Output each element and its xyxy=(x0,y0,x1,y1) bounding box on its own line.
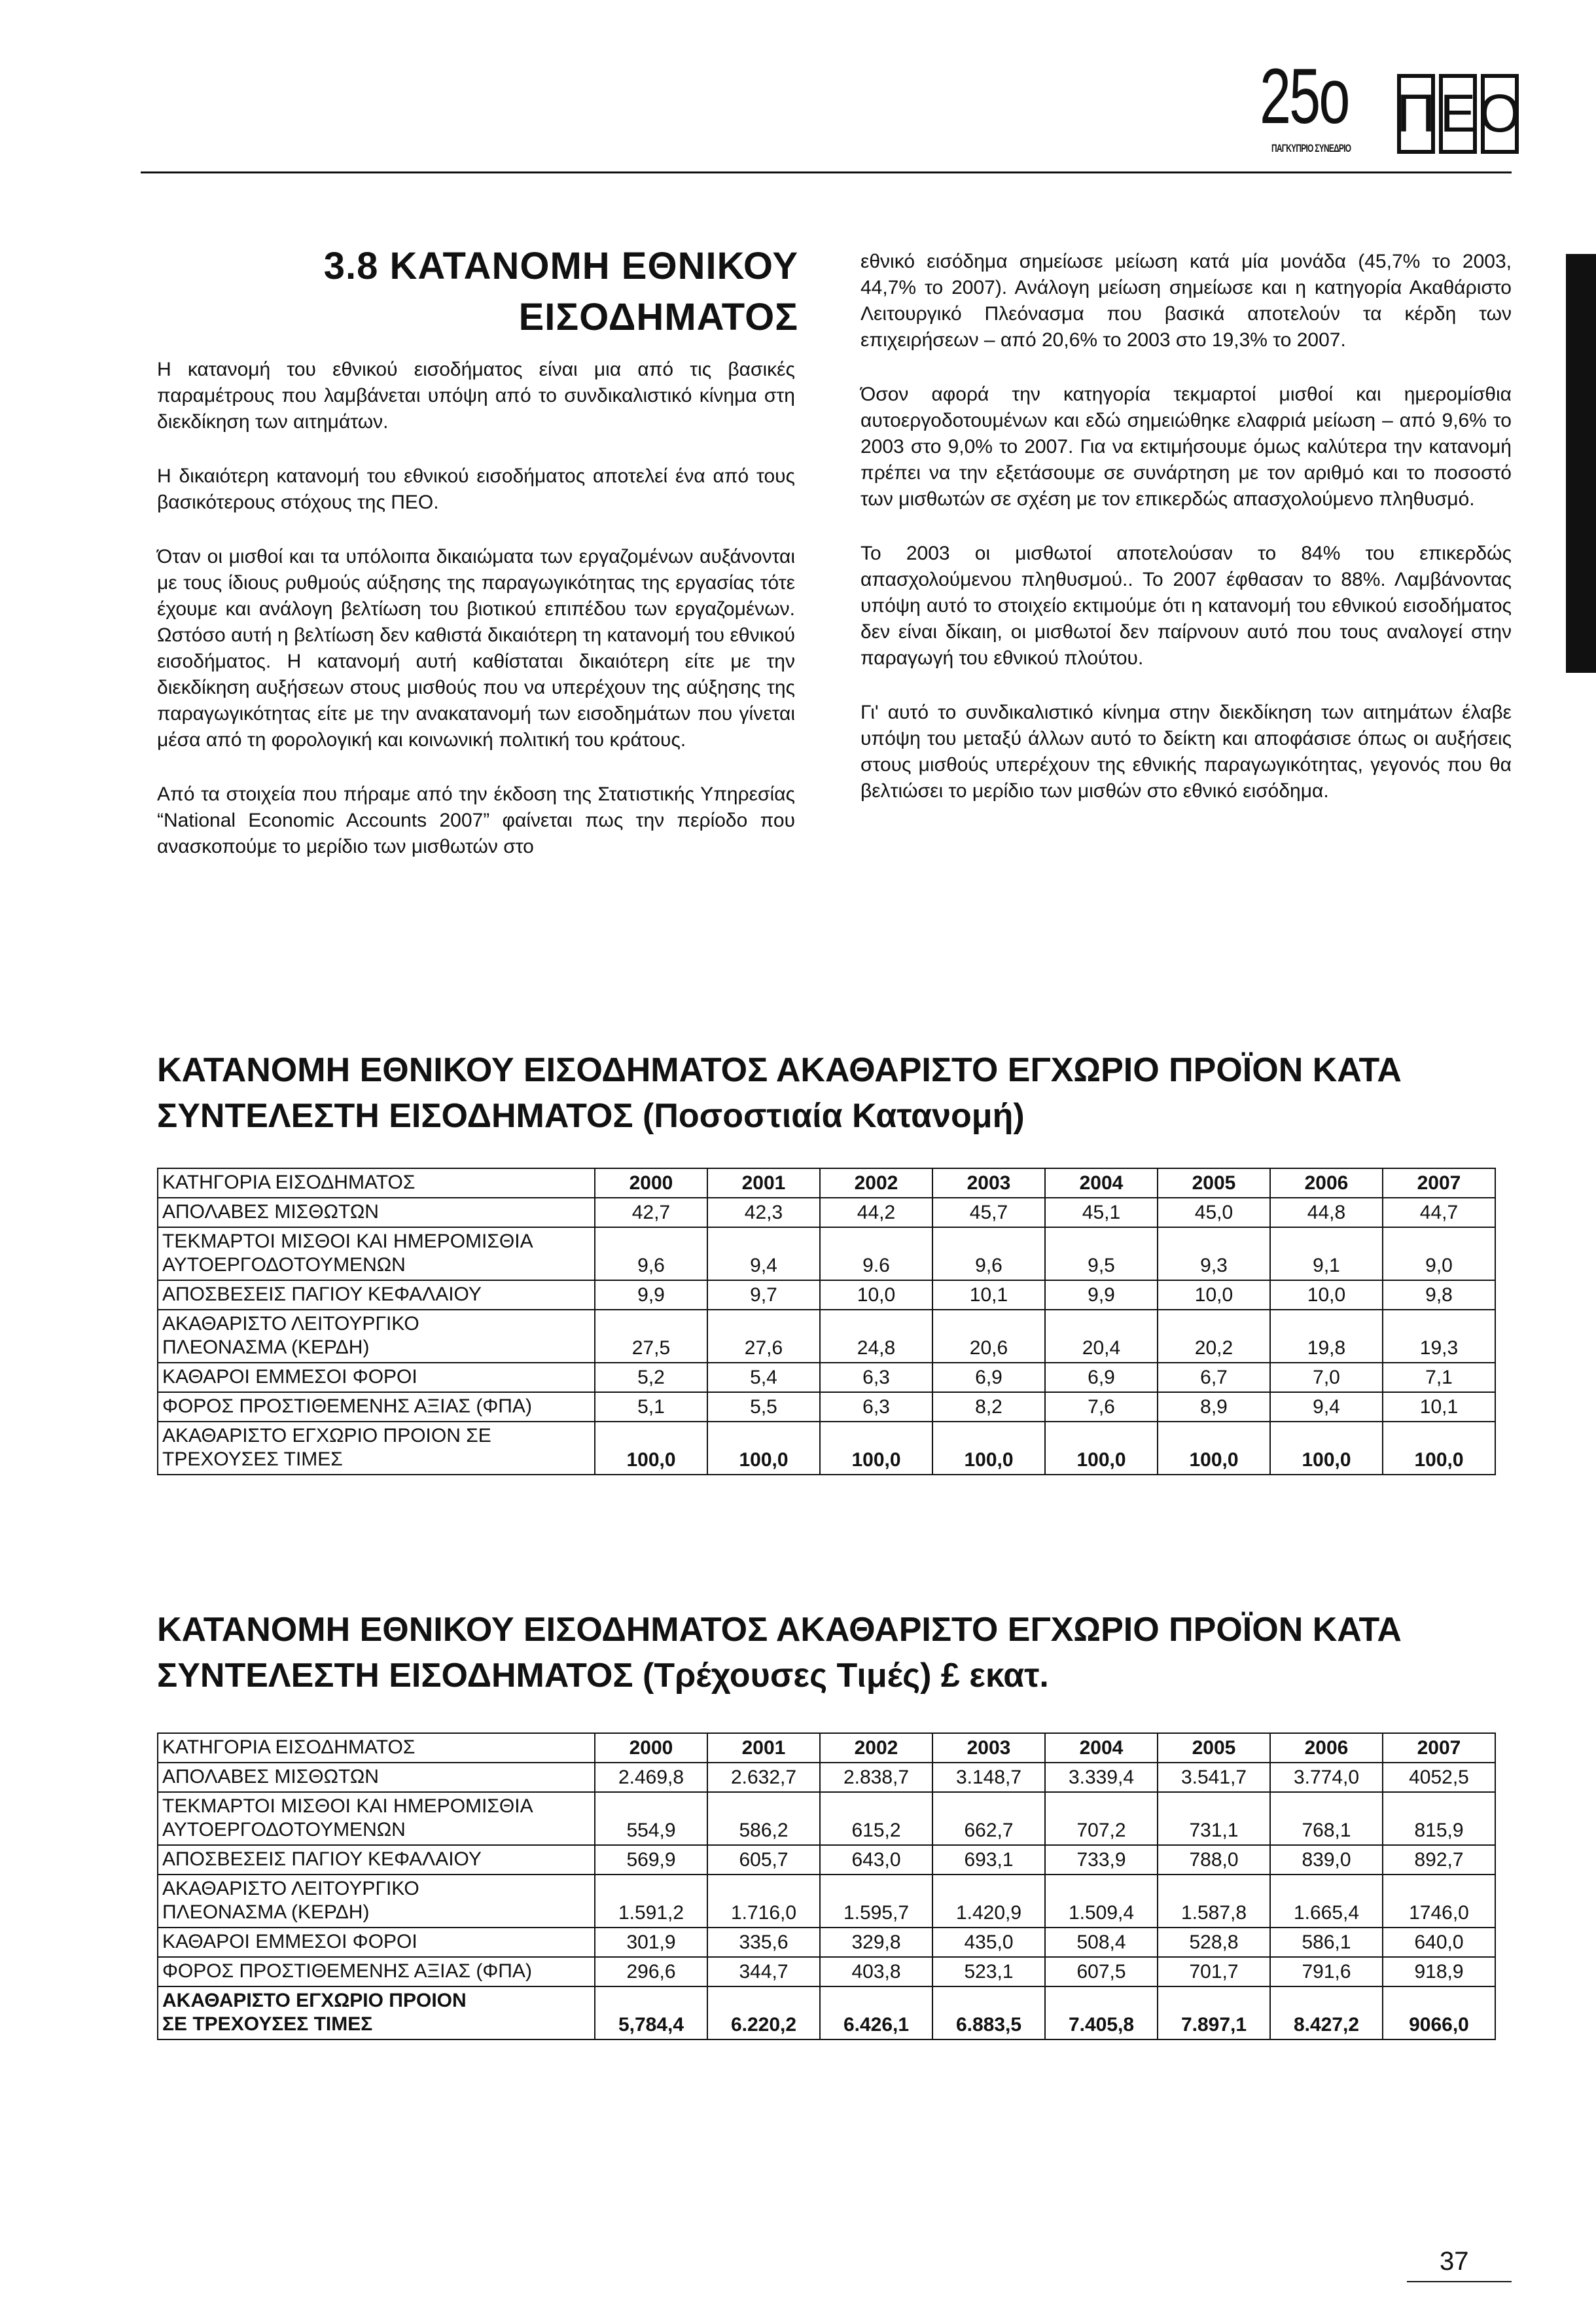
column-header-category: ΚΑΤΗΓΟΡΙΑ ΕΙΣΟΔΗΜΑΤΟΣ xyxy=(158,1733,595,1763)
table-row xyxy=(158,1198,1495,1227)
table-cell-value: 6.883,5 xyxy=(932,1986,1045,2039)
table-cell-value: 6.220,2 xyxy=(707,1986,820,2039)
row-category-label-line: ΤΕΚΜΑΡΤΟΙ ΜΙΣΘΟΙ ΚΑΙ ΗΜΕΡΟΜΙΣΘΙΑ xyxy=(162,1230,533,1252)
table-cell-value: 7,1 xyxy=(1383,1363,1495,1392)
table-cell-value: 100,0 xyxy=(1383,1422,1495,1475)
table-cell-value: 100,0 xyxy=(820,1422,932,1475)
table-cell-value: 9,8 xyxy=(1383,1280,1495,1310)
row-category-label-line: ΤΡΕΧΟΥΣΕΣ ΤΙΜΕΣ xyxy=(162,1448,343,1470)
column-header-year: 2002 xyxy=(820,1168,932,1198)
table-cell-value: 100,0 xyxy=(1045,1422,1158,1475)
table-row xyxy=(158,1392,1495,1422)
row-category-label-line: ΣΕ ΤΡΕΧΟΥΣΕΣ ΤΙΜΕΣ xyxy=(162,2013,373,2035)
column-header-year: 2007 xyxy=(1383,1168,1495,1198)
table-cell-value: 42,3 xyxy=(707,1198,820,1227)
table-cell-value: 1.665,4 xyxy=(1270,1875,1383,1928)
table-cell-value: 569,9 xyxy=(595,1845,707,1875)
table-total-row xyxy=(158,1986,1495,2039)
paragraph: Η κατανομή του εθνικού εισοδήματος είναι μια από τις βασικές παραμέτρους που λαμβάνεται υπόψη από το συνδικαλιστικό κίνημα στη διεκδίκηση των αιτημάτων. xyxy=(157,359,795,433)
table-cell-value: 19,8 xyxy=(1270,1310,1383,1363)
table-cell-value: 45,7 xyxy=(932,1198,1045,1227)
table-cell-value: 42,7 xyxy=(595,1198,707,1227)
paragraph: Από τα στοιχεία που πήραμε από την έκδοση της Στατιστικής Υπηρεσίας “National Economic Accounts 2007” φαίνεται πως την περίοδο που ανασκοπούμε το μερίδιο των μισθωτών στο xyxy=(157,783,795,857)
paragraph: Όσον αφορά την κατηγορία τεκμαρτοί μισθοί και ημερομίσθια αυτοεργοδοτουμένων και εδώ σημειώθηκε ελαφριά μείωση – από 9,6% το 2003 στο 9,0% το 2007. Για να εκτιμήσουμε όμως καλύτερα την κατανομή πρέπει να την εξετάσουμε σε συνάρτηση με τον αριθμό και το ποσοστό των μισθωτών σε σχέση με τον επικερδώς απασχολούμενο πληθυσμό. xyxy=(860,384,1512,510)
row-category-label xyxy=(158,1763,595,1792)
table-row xyxy=(158,1845,1495,1875)
table-cell-value: 100,0 xyxy=(1158,1422,1270,1475)
paragraph: Όταν οι μισθοί και τα υπόλοιπα δικαιώματα των εργαζομένων αυξάνονται με τους ίδιους ρυθμούς αύξησης της παραγωγικότητας της εργασίας τότε έχουμε και ανάλογη βελτίωση του βιοτικού επιπέδου των εργαζομένων. Ωστόσο αυτή η βελτίωση δεν καθιστά δικαιότερη τη κατανομή του εθνικού εισοδήματος. Η κατανομή αυτή καθίσταται δικαιότερη είτε με την διεκδίκηση αυξήσεων στους μισθούς που να υπερέχουν της αύξησης της παραγωγικότητας είτε με την ανακατανομή των εισοδημάτων που γίνεται μέσα από τη φορολογική και κοινωνική πολιτική του κράτους. xyxy=(157,546,795,751)
table-cell-value: 707,2 xyxy=(1045,1792,1158,1845)
logo-letter-p: Π xyxy=(1397,74,1435,154)
table-cell-value: 19,3 xyxy=(1383,1310,1495,1363)
table-1-title-line-1: ΚΑΤΑΝΟΜΗ ΕΘΝΙΚΟΥ ΕΙΣΟΔΗΜΑΤΟΣ ΑΚΑΘΑΡΙΣΤΟ ΕΓΧΩΡΙΟ ΠΡΟΪΟΝ ΚΑΤΑ xyxy=(157,1051,1402,1089)
row-category-label-line: ΦΟΡΟΣ ΠΡΟΣΤΙΘΕΜΕΝΗΣ ΑΞΙΑΣ (ΦΠΑ) xyxy=(162,1395,532,1417)
right-text-column xyxy=(860,249,1512,833)
table-row xyxy=(158,1875,1495,1928)
table-cell-value: 1.509,4 xyxy=(1045,1875,1158,1928)
table-cell-value: 100,0 xyxy=(595,1422,707,1475)
logo-letter-e: Ε xyxy=(1439,74,1477,154)
table-cell-value: 2.632,7 xyxy=(707,1763,820,1792)
table-row xyxy=(158,1280,1495,1310)
table-cell-value: 7,6 xyxy=(1045,1392,1158,1422)
row-category-label-line: ΑΠΟΣΒΕΣΕΙΣ ΠΑΓΙΟΥ ΚΕΦΑΛΑΙΟΥ xyxy=(162,1284,482,1305)
table-cell-value: 10,1 xyxy=(1383,1392,1495,1422)
table-cell-value: 100,0 xyxy=(1270,1422,1383,1475)
column-header-year: 2000 xyxy=(595,1168,707,1198)
table-2-title-line-2: ΣΥΝΤΕΛΕΣΤΗ ΕΙΣΟΔΗΜΑΤΟΣ (Τρέχουσες Τιμές) £ εκατ. xyxy=(157,1657,1049,1695)
table-cell-value: 815,9 xyxy=(1383,1792,1495,1845)
table-cell-value: 693,1 xyxy=(932,1845,1045,1875)
table-cell-value: 839,0 xyxy=(1270,1845,1383,1875)
table-cell-value: 403,8 xyxy=(820,1957,932,1986)
table-cell-value: 1.595,7 xyxy=(820,1875,932,1928)
table-cell-value: 5,2 xyxy=(595,1363,707,1392)
table-cell-value: 6.426,1 xyxy=(820,1986,932,2039)
table-cell-value: 8.427,2 xyxy=(1270,1986,1383,2039)
paragraph: εθνικό εισόδημα σημείωσε μείωση κατά μία μονάδα (45,7% το 2003, 44,7% το 2007). Ανάλογη μείωση σημείωσε και η κατηγορία Ακαθάριστο Λειτουργικό Πλεόνασμα που βασικά αποτελούν τα κέρδη των επιχειρήσεων – από 20,6% το 2003 στο 19,3% το 2007. xyxy=(860,251,1512,351)
table-cell-value: 7.405,8 xyxy=(1045,1986,1158,2039)
table-cell-value: 605,7 xyxy=(707,1845,820,1875)
table-cell-value: 6,9 xyxy=(1045,1363,1158,1392)
row-category-label xyxy=(158,1310,595,1363)
table-cell-value: 9,0 xyxy=(1383,1227,1495,1280)
table-cell-value: 9.6 xyxy=(820,1227,932,1280)
column-header-year: 2000 xyxy=(595,1733,707,1763)
table-cell-value: 1.587,8 xyxy=(1158,1875,1270,1928)
table-cell-value: 44,2 xyxy=(820,1198,932,1227)
row-category-label-line: ΦΟΡΟΣ ΠΡΟΣΤΙΘΕΜΕΝΗΣ ΑΞΙΑΣ (ΦΠΑ) xyxy=(162,1960,532,1982)
table-cell-value: 329,8 xyxy=(820,1928,932,1957)
row-category-label-line: ΑΠΟΣΒΕΣΕΙΣ ΠΑΓΙΟΥ ΚΕΦΑΛΑΙΟΥ xyxy=(162,1848,482,1870)
section-title-line-2: ΕΙΣΟΔΗΜΑΤΟΣ xyxy=(518,296,798,338)
paragraph: Γι' αυτό το συνδικαλιστικό κίνημα στην διεκδίκηση των αιτημάτων έλαβε υπόψη του μεταξύ άλλων αυτό το δείκτη και αποφάσισε όπως οι αυξήσεις στους μισθούς υπερέχουν της εθνικής παραγωγικότητας, γεγονός που θα βελτιώσει το μερίδιο των μισθών στο εθνικό εισόδημα. xyxy=(860,702,1512,802)
table-cell-value: 733,9 xyxy=(1045,1845,1158,1875)
table-cell-value: 45,0 xyxy=(1158,1198,1270,1227)
logo-number: 25o xyxy=(1260,52,1349,140)
column-header-year: 2003 xyxy=(932,1168,1045,1198)
table-header-row xyxy=(158,1733,1495,1763)
table-cell-value: 1.716,0 xyxy=(707,1875,820,1928)
column-header-year: 2005 xyxy=(1158,1168,1270,1198)
table-cell-value: 44,8 xyxy=(1270,1198,1383,1227)
table-row xyxy=(158,1957,1495,1986)
column-header-year: 2001 xyxy=(707,1733,820,1763)
table-cell-value: 10,0 xyxy=(1270,1280,1383,1310)
row-category-label xyxy=(158,1280,595,1310)
table-cell-value: 1.591,2 xyxy=(595,1875,707,1928)
table-cell-value: 9066,0 xyxy=(1383,1986,1495,2039)
row-category-label-line: ΑΚΑΘΑΡΙΣΤΟ ΛΕΙΤΟΥΡΓΙΚΟ xyxy=(162,1878,419,1899)
left-text-column xyxy=(157,357,795,888)
table-cell-value: 20,6 xyxy=(932,1310,1045,1363)
table-cell-value: 1.420,9 xyxy=(932,1875,1045,1928)
table-row xyxy=(158,1792,1495,1845)
table-cell-value: 296,6 xyxy=(595,1957,707,1986)
column-header-year: 2002 xyxy=(820,1733,932,1763)
table-cell-value: 918,9 xyxy=(1383,1957,1495,1986)
table-cell-value: 44,7 xyxy=(1383,1198,1495,1227)
table-cell-value: 10,0 xyxy=(820,1280,932,1310)
section-title xyxy=(288,241,798,343)
row-category-label xyxy=(158,1875,595,1928)
table-cell-value: 45,1 xyxy=(1045,1198,1158,1227)
column-header-year: 2006 xyxy=(1270,1733,1383,1763)
table-cell-value: 5,4 xyxy=(707,1363,820,1392)
table-cell-value: 20,2 xyxy=(1158,1310,1270,1363)
table-total-row xyxy=(158,1422,1495,1475)
table-cell-value: 9,9 xyxy=(595,1280,707,1310)
page-number: 37 xyxy=(1440,2247,1469,2276)
margin-marker-bar xyxy=(1566,254,1596,673)
row-category-label xyxy=(158,1986,595,2039)
table-cell-value: 2.838,7 xyxy=(820,1763,932,1792)
table-cell-value: 301,9 xyxy=(595,1928,707,1957)
table-cell-value: 640,0 xyxy=(1383,1928,1495,1957)
table-header-row xyxy=(158,1168,1495,1198)
table-cell-value: 6,3 xyxy=(820,1363,932,1392)
table-cell-value: 9,1 xyxy=(1270,1227,1383,1280)
row-category-label-line: ΑΠΟΛΑΒΕΣ ΜΙΣΘΩΤΩΝ xyxy=(162,1766,379,1787)
table-cell-value: 5,784,4 xyxy=(595,1986,707,2039)
table-cell-value: 791,6 xyxy=(1270,1957,1383,1986)
row-category-label xyxy=(158,1392,595,1422)
table-cell-value: 335,6 xyxy=(707,1928,820,1957)
table-cell-value: 586,2 xyxy=(707,1792,820,1845)
paragraph: Η δικαιότερη κατανομή του εθνικού εισοδήματος αποτελεί ένα από τους βασικότερους στόχους της ΠΕΟ. xyxy=(157,465,795,513)
row-category-label-line: ΤΕΚΜΑΡΤΟΙ ΜΙΣΘΟΙ ΚΑΙ ΗΜΕΡΟΜΙΣΘΙΑ xyxy=(162,1795,533,1817)
table-cell-value: 9,4 xyxy=(707,1227,820,1280)
table-row xyxy=(158,1363,1495,1392)
table-cell-value: 344,7 xyxy=(707,1957,820,1986)
column-header-year: 2007 xyxy=(1383,1733,1495,1763)
table-1-title xyxy=(157,1047,1531,1139)
row-category-label xyxy=(158,1422,595,1475)
table-cell-value: 100,0 xyxy=(707,1422,820,1475)
table-cell-value: 27,6 xyxy=(707,1310,820,1363)
row-category-label-line: ΑΥΤΟΕΡΓΟΔΟΤΟΥΜΕΝΩΝ xyxy=(162,1819,406,1840)
table-cell-value: 5,5 xyxy=(707,1392,820,1422)
table-1-title-line-2: ΣΥΝΤΕΛΕΣΤΗ ΕΙΣΟΔΗΜΑΤΟΣ (Ποσοστιαία Κατανομή) xyxy=(157,1097,1025,1135)
table-cell-value: 615,2 xyxy=(820,1792,932,1845)
table-1-percentage-distribution xyxy=(157,1168,1496,1475)
table-cell-value: 3.774,0 xyxy=(1270,1763,1383,1792)
column-header-year: 2004 xyxy=(1045,1733,1158,1763)
table-cell-value: 788,0 xyxy=(1158,1845,1270,1875)
row-category-label-line: ΑΚΑΘΑΡΙΣΤΟ ΕΓΧΩΡΙΟ ΠΡΟΙΟΝ xyxy=(162,1990,467,2011)
column-header-category: ΚΑΤΗΓΟΡΙΑ ΕΙΣΟΔΗΜΑΤΟΣ xyxy=(158,1168,595,1198)
table-cell-value: 3.148,7 xyxy=(932,1763,1045,1792)
table-cell-value: 554,9 xyxy=(595,1792,707,1845)
table-cell-value: 768,1 xyxy=(1270,1792,1383,1845)
table-row xyxy=(158,1227,1495,1280)
table-cell-value: 586,1 xyxy=(1270,1928,1383,1957)
table-cell-value: 9,3 xyxy=(1158,1227,1270,1280)
table-cell-value: 9,7 xyxy=(707,1280,820,1310)
table-cell-value: 643,0 xyxy=(820,1845,932,1875)
table-cell-value: 10,0 xyxy=(1158,1280,1270,1310)
table-cell-value: 9,4 xyxy=(1270,1392,1383,1422)
column-header-year: 2001 xyxy=(707,1168,820,1198)
row-category-label xyxy=(158,1227,595,1280)
table-cell-value: 5,1 xyxy=(595,1392,707,1422)
row-category-label xyxy=(158,1845,595,1875)
table-row xyxy=(158,1928,1495,1957)
logo-letter-o: Ο xyxy=(1481,74,1519,154)
column-header-year: 2005 xyxy=(1158,1733,1270,1763)
table-cell-value: 607,5 xyxy=(1045,1957,1158,1986)
row-category-label-line: ΚΑΘΑΡΟΙ ΕΜΜΕΣΟΙ ΦΟΡΟΙ xyxy=(162,1931,417,1952)
row-category-label-line: ΑΠΟΛΑΒΕΣ ΜΙΣΘΩΤΩΝ xyxy=(162,1201,379,1223)
table-cell-value: 9,6 xyxy=(595,1227,707,1280)
table-cell-value: 27,5 xyxy=(595,1310,707,1363)
table-cell-value: 20,4 xyxy=(1045,1310,1158,1363)
table-cell-value: 7.897,1 xyxy=(1158,1986,1270,2039)
table-cell-value: 8,9 xyxy=(1158,1392,1270,1422)
conference-logo xyxy=(1260,52,1525,167)
table-cell-value: 4052,5 xyxy=(1383,1763,1495,1792)
table-cell-value: 1746,0 xyxy=(1383,1875,1495,1928)
table-cell-value: 701,7 xyxy=(1158,1957,1270,1986)
table-cell-value: 731,1 xyxy=(1158,1792,1270,1845)
table-2-title-line-1: ΚΑΤΑΝΟΜΗ ΕΘΝΙΚΟΥ ΕΙΣΟΔΗΜΑΤΟΣ ΑΚΑΘΑΡΙΣΤΟ ΕΓΧΩΡΙΟ ΠΡΟΪΟΝ ΚΑΤΑ xyxy=(157,1611,1402,1649)
row-category-label-line: ΠΛΕΟΝΑΣΜΑ (ΚΕΡΔΗ) xyxy=(162,1337,370,1358)
table-row xyxy=(158,1763,1495,1792)
table-cell-value: 6,7 xyxy=(1158,1363,1270,1392)
table-cell-value: 3.339,4 xyxy=(1045,1763,1158,1792)
table-cell-value: 24,8 xyxy=(820,1310,932,1363)
table-cell-value: 6,3 xyxy=(820,1392,932,1422)
table-cell-value: 662,7 xyxy=(932,1792,1045,1845)
table-cell-value: 435,0 xyxy=(932,1928,1045,1957)
row-category-label-line: ΑΚΑΘΑΡΙΣΤΟ ΛΕΙΤΟΥΡΓΙΚΟ xyxy=(162,1313,419,1335)
table-cell-value: 3.541,7 xyxy=(1158,1763,1270,1792)
table-2-title xyxy=(157,1607,1531,1698)
table-cell-value: 6,9 xyxy=(932,1363,1045,1392)
column-header-year: 2003 xyxy=(932,1733,1045,1763)
table-cell-value: 100,0 xyxy=(932,1422,1045,1475)
column-header-year: 2006 xyxy=(1270,1168,1383,1198)
table-cell-value: 2.469,8 xyxy=(595,1763,707,1792)
table-cell-value: 9,5 xyxy=(1045,1227,1158,1280)
row-category-label xyxy=(158,1957,595,1986)
table-cell-value: 528,8 xyxy=(1158,1928,1270,1957)
table-cell-value: 8,2 xyxy=(932,1392,1045,1422)
row-category-label-line: ΑΚΑΘΑΡΙΣΤΟ ΕΓΧΩΡΙΟ ΠΡΟΙΟΝ ΣΕ xyxy=(162,1425,491,1446)
row-category-label-line: ΠΛΕΟΝΑΣΜΑ (ΚΕΡΔΗ) xyxy=(162,1901,370,1923)
table-cell-value: 523,1 xyxy=(932,1957,1045,1986)
row-category-label xyxy=(158,1198,595,1227)
table-row xyxy=(158,1310,1495,1363)
table-cell-value: 7,0 xyxy=(1270,1363,1383,1392)
table-cell-value: 892,7 xyxy=(1383,1845,1495,1875)
footer-rule xyxy=(1407,2281,1512,2282)
row-category-label xyxy=(158,1928,595,1957)
section-title-line-1: 3.8 ΚΑΤΑΝΟΜΗ ΕΘΝΙΚΟΥ xyxy=(323,245,798,287)
logo-subtitle: ΠΑΓΚΥΠΡΙΟ ΣΥΝΕΔΡΙΟ xyxy=(1271,142,1351,154)
table-cell-value: 10,1 xyxy=(932,1280,1045,1310)
row-category-label-line: ΚΑΘΑΡΟΙ ΕΜΜΕΣΟΙ ΦΟΡΟΙ xyxy=(162,1366,417,1388)
row-category-label xyxy=(158,1792,595,1845)
table-cell-value: 9,9 xyxy=(1045,1280,1158,1310)
table-cell-value: 508,4 xyxy=(1045,1928,1158,1957)
row-category-label-line: ΑΥΤΟΕΡΓΟΔΟΤΟΥΜΕΝΩΝ xyxy=(162,1254,406,1276)
row-category-label xyxy=(158,1363,595,1392)
header-rule xyxy=(141,171,1512,173)
paragraph: Το 2003 οι μισθωτοί αποτελούσαν το 84% του επικερδώς απασχολούμενου πληθυσμού.. Το 2007 έφθασαν το 88%. Λαμβάνοντας υπόψη αυτό το στοιχείο εκτιμούμε ότι η κατανομή του εθνικού εισοδήματος δεν είναι δίκαιη, οι μισθωτοί δεν παίρνουν αυτό που τους αναλογεί στην παραγωγή του εθνικού πλούτου. xyxy=(860,543,1512,669)
column-header-year: 2004 xyxy=(1045,1168,1158,1198)
table-cell-value: 9,6 xyxy=(932,1227,1045,1280)
table-2-current-prices xyxy=(157,1732,1496,2040)
